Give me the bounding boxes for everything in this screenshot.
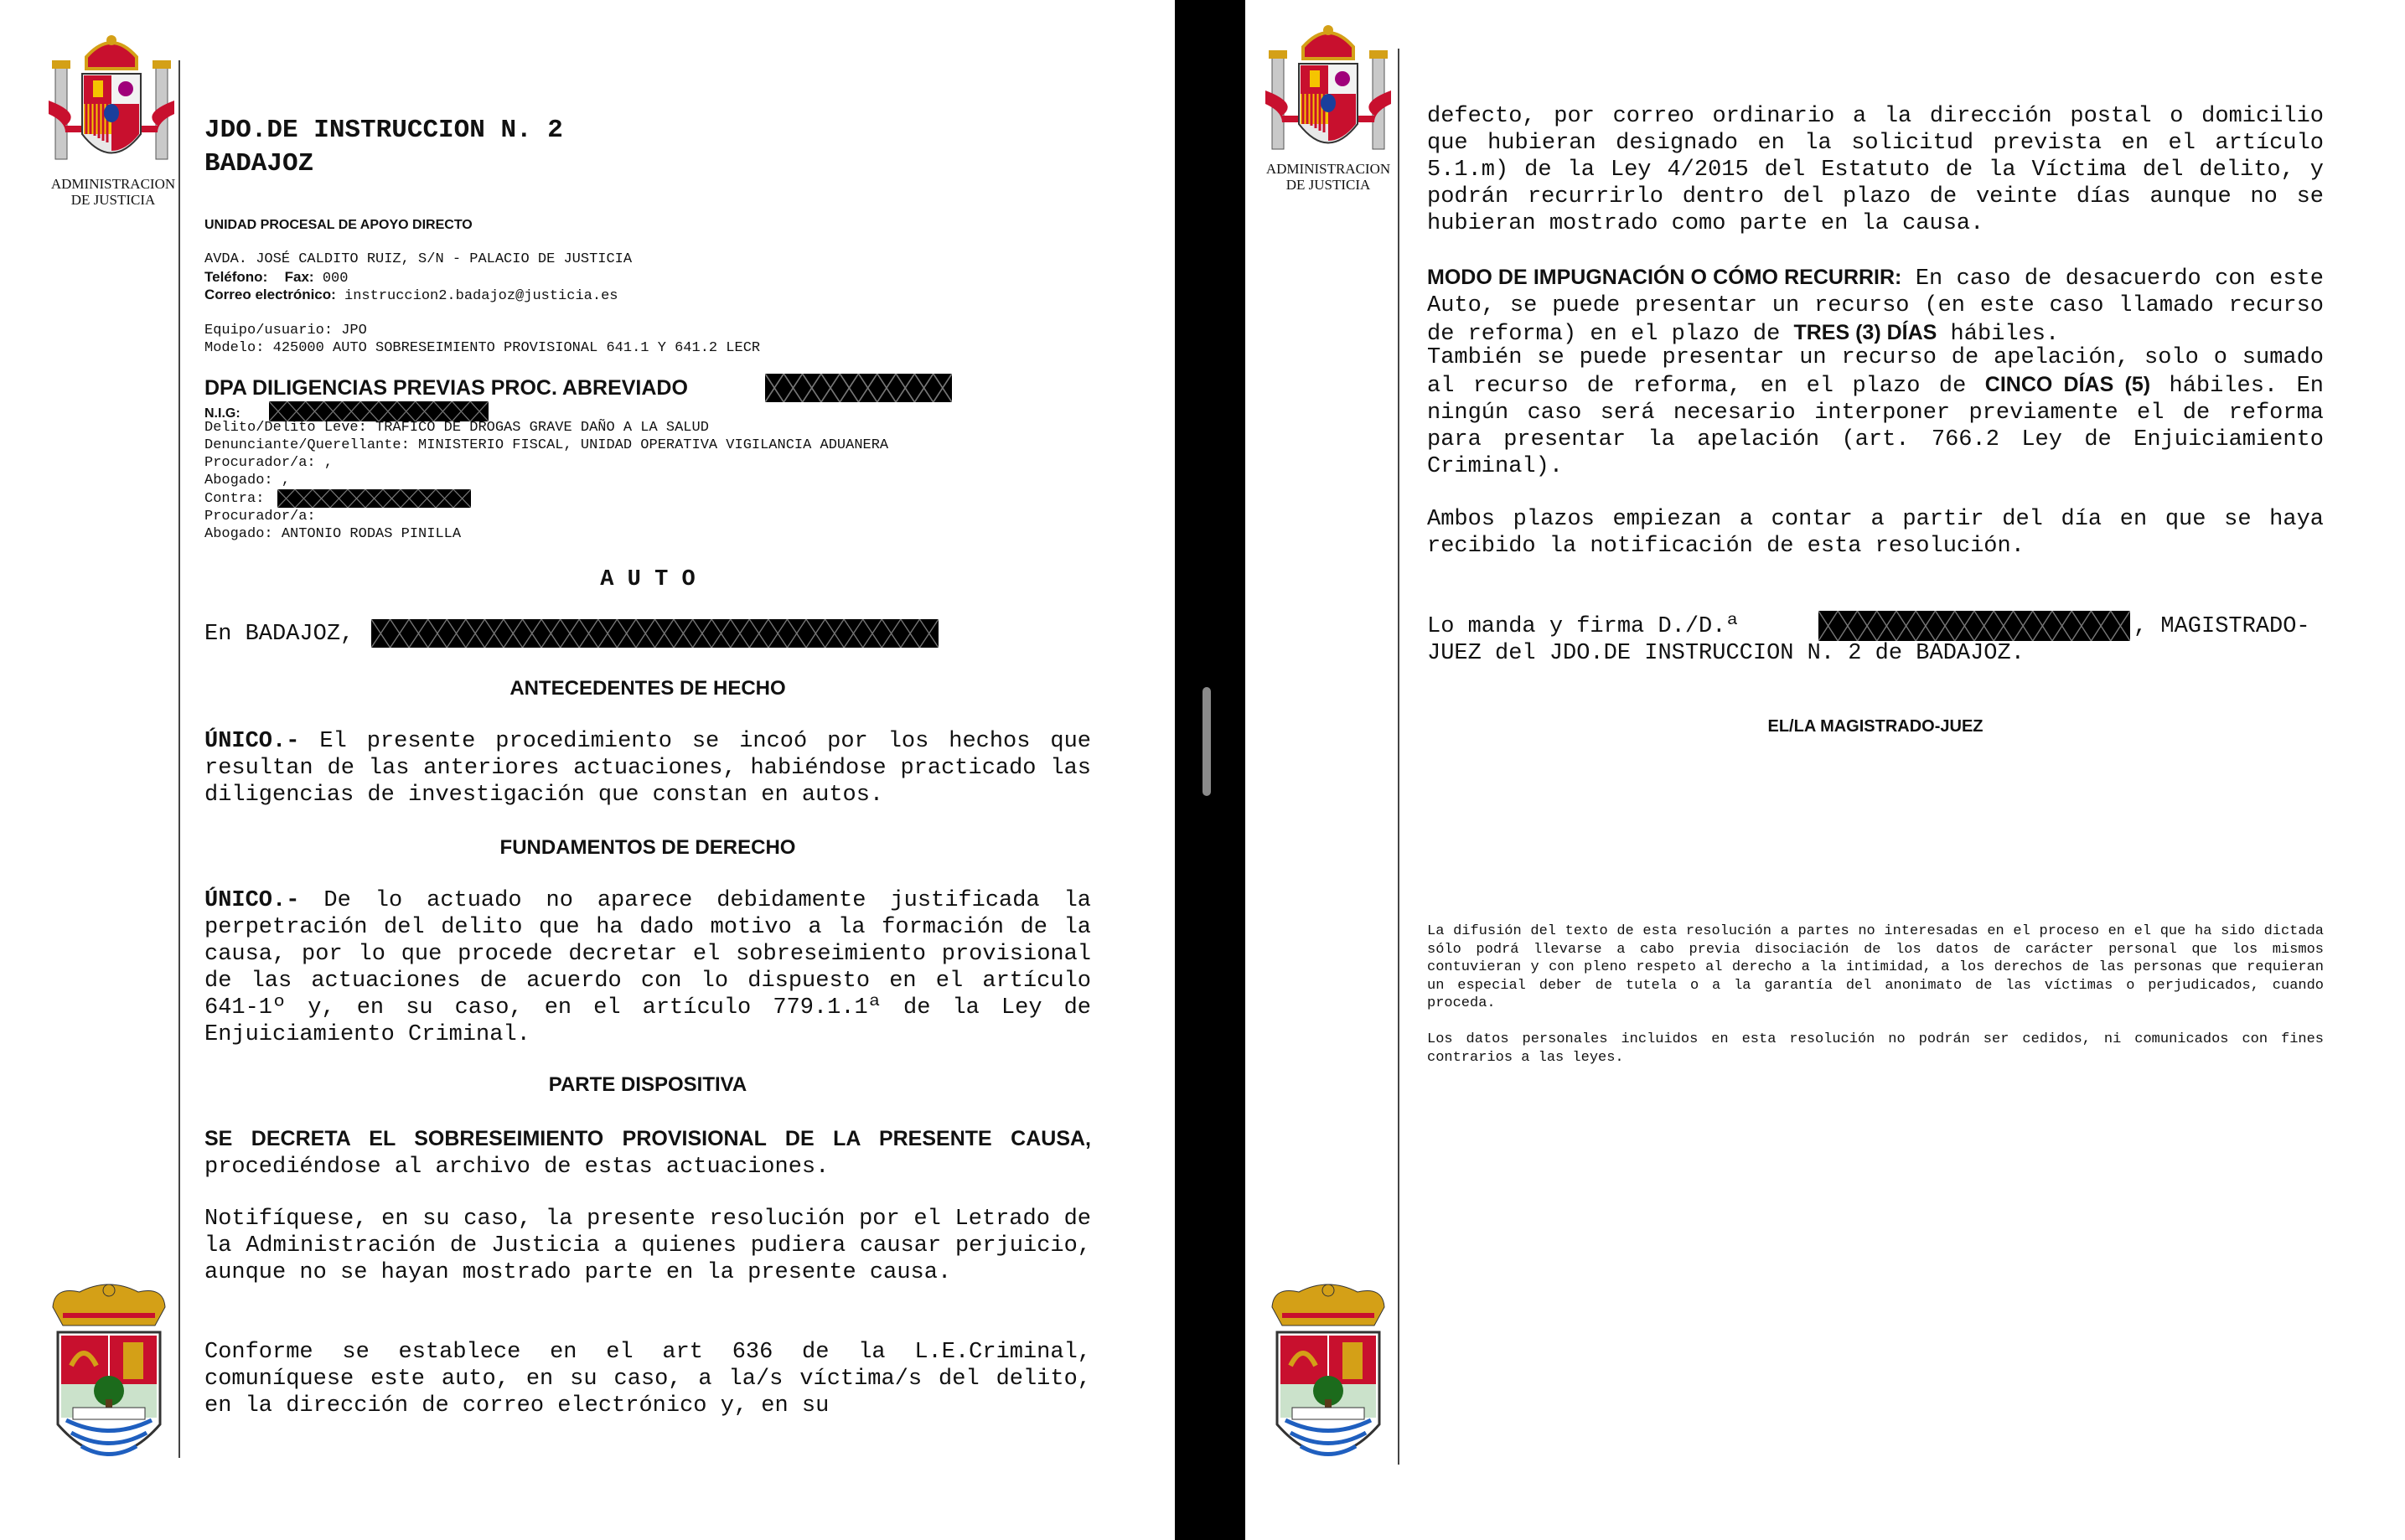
tres-dias: TRES (3) DÍAS [1793, 321, 1937, 344]
redaction-case-number [765, 374, 952, 402]
heading-fundamentos: FUNDAMENTOS DE DERECHO [499, 836, 796, 859]
notifiquese-paragraph: Notifíquese, en su caso, la presente resolución por el Letrado de la Administración de Justicia a quienes pudiera causar perjuicio, aunque no se hayan mostrado parte en la presente causa. [204, 1207, 1091, 1285]
unit-name: UNIDAD PROCESAL DE APOYO DIRECTO [204, 218, 473, 232]
redaction-date [371, 619, 939, 648]
emblem-caption [34, 176, 193, 208]
emblem-caption-line-2: DE JUSTICIA [1285, 177, 1371, 193]
heading-antecedentes: ANTECEDENTES DE HECHO [509, 677, 786, 700]
abogado-1: Abogado: , [204, 473, 291, 488]
heading-parte-dispositiva: PARTE DISPOSITIVA [548, 1073, 747, 1096]
redaction-defendant [277, 489, 471, 508]
complainant-line: Denunciante/Querellante: MINISTERIO FISCAL, UNIDAD OPERATIVA VIGILANCIA ADUANERA [204, 437, 889, 453]
apelacion-paragraph [1427, 344, 2324, 480]
fax-label: Fax: [284, 269, 314, 285]
emblem-caption [1249, 161, 1408, 193]
email-value: instruccion2.badajoz@justicia.es [344, 288, 618, 304]
plazos-paragraph: Ambos plazos empiezan a contar a partir del día en que se haya recibido la notificación de esta resolución. [1427, 507, 2324, 559]
court-city: BADAJOZ [204, 149, 314, 178]
continuation-paragraph: defecto, por correo ordinario a la dirección postal o domicilio que hubieran designado en la solicitud prevista en el artículo 5.1.m) de la Ley 4/2015 del Estatuto de la Víctima del delito, y podrán recurrirlo dentro del plazo de veinte días aunque no se hubieran mostrado como parte en la causa. [1427, 104, 2324, 236]
auto-title: A U T O [600, 567, 696, 592]
model-line: Modelo: 425000 AUTO SOBRESEIMIENTO PROVISIONAL 641.1 Y 641.2 LECR [204, 340, 761, 356]
fundamentos-paragraph [204, 887, 1091, 1048]
emblem-caption-line-1: ADMINISTRACION [1265, 161, 1391, 177]
unico-label-2: ÚNICO.- [204, 888, 300, 913]
case-title: DPA DILIGENCIAS PREVIAS PROC. ABREVIADO [204, 376, 688, 400]
phone-fax-line [204, 268, 348, 287]
phone-label: Teléfono: [204, 269, 268, 285]
extremadura-coat-of-arms-icon [46, 1282, 172, 1479]
emblem-caption-line-2: DE JUSTICIA [70, 192, 156, 208]
antecedentes-text: El presente procedimiento se incoó por los hechos que resultan de las anteriores actuaciones, habiéndose practicado las diligencias de investigación que constan en autos. [204, 729, 1092, 808]
apelacion-text-end: hábiles. En ningún caso será necesario interponer previamente el de reforma para presentar la apelación (art. 766.2 Ley de Enjuiciamiento Criminal). [1427, 374, 2325, 479]
margin-rule [1398, 49, 1399, 1465]
privacy-disclaimer: La difusión del texto de esta resolución a partes no interesadas en el proceso en el que ha sido dictada sólo podrá llevarse a cabo previa disociación de los datos de carácter personal que los mismos contuvieran y con pleno respeto al derecho a la intimidad, a los derechos de las personas que requieran un especial deber de tutela o a la garantía del anonimato de las víctimas o perjudicados, cuando proceda. [1427, 923, 2324, 1011]
unico-label: ÚNICO.- [204, 729, 300, 754]
data-protection-note: Los datos personales incluidos en esta resolución no podrán ser cedidos, ni comunicados con fines contrarios a las leyes. [1427, 1031, 2324, 1066]
spain-coat-of-arms-icon [1265, 23, 1391, 166]
fax-value: 000 [322, 271, 349, 287]
procurador-2: Procurador/a: [204, 509, 316, 525]
modo-text: En caso de desacuerdo con este Auto, se puede presentar un recurso (en este caso llamado recurso de reforma) en el plazo de [1427, 266, 2324, 347]
document-page-2 [1245, 0, 2405, 1540]
apelacion-text: También se puede presentar un recurso de apelación, solo o sumado al recurso de reforma, en el plazo de [1427, 345, 2324, 399]
nig-label: N.I.G: [204, 406, 240, 421]
manda-line-end: , MAGISTRADO- [2133, 614, 2310, 639]
modo-label: MODO DE IMPUGNACIÓN O CÓMO RECURRIR: [1427, 266, 1902, 289]
place-date: En BADAJOZ, [204, 622, 354, 647]
manda-line-2: JUEZ del JDO.DE INSTRUCCION N. 2 de BADAJOZ. [1427, 641, 2025, 666]
court-name: JDO.DE INSTRUCCION N. 2 [204, 116, 563, 145]
conforme-paragraph: Conforme se establece en el art 636 de la L.E.Criminal, comuníquese este auto, en su caso, a la/s víctima/s del delito, en la dirección de correo electrónico y, en su [204, 1340, 1091, 1419]
recurso-paragraph [1427, 264, 2324, 348]
crime-line: Delito/Delito Leve: TRAFICO DE DROGAS GRAVE DAÑO A LA SALUD [204, 420, 709, 436]
manda-line-start: Lo manda y firma D./D.ª [1427, 614, 1740, 639]
decreta-bold: SE DECRETA EL SOBRESEIMIENTO PROVISIONAL DE LA PRESENTE CAUSA, [204, 1127, 1091, 1150]
email-line [204, 286, 618, 305]
viewer-scrollbar[interactable] [1202, 687, 1211, 796]
contra-label: Contra: [204, 491, 265, 507]
team-user: Equipo/usuario: JPO [204, 323, 367, 338]
signature-title: EL/LA MAGISTRADO-JUEZ [1767, 717, 1983, 736]
abogado-2: Abogado: ANTONIO RODAS PINILLA [204, 526, 462, 542]
extremadura-coat-of-arms-icon [1265, 1282, 1391, 1479]
address: AVDA. JOSÉ CALDITO RUIZ, S/N - PALACIO DE JUSTICIA [204, 251, 633, 267]
antecedentes-paragraph [204, 728, 1091, 809]
cinco-dias: CINCO DÍAS (5) [1984, 373, 2151, 396]
email-label: Correo electrónico: [204, 287, 336, 302]
decreta-paragraph [204, 1125, 1091, 1181]
redaction-judge-name [1818, 611, 2130, 641]
procurador-1: Procurador/a: , [204, 455, 334, 471]
decreta-rest: procediéndose al archivo de estas actuaciones. [204, 1155, 830, 1180]
modo-text-end: hábiles. [1950, 322, 2060, 347]
spain-coat-of-arms-icon [49, 34, 174, 176]
document-page-1 [0, 0, 1175, 1540]
margin-rule [178, 60, 180, 1458]
emblem-caption-line-1: ADMINISTRACION [50, 176, 176, 192]
fundamentos-text: De lo actuado no aparece debidamente justificada la perpetración del delito que ha dado motivo a la formación de la causa, por lo que procede decretar el sobreseimiento provisional de las actuaciones de acuerdo con lo dispuesto en el artículo 641-1º y, en su caso, en el artículo 779.1.1ª de la Ley de Enjuiciamiento Criminal. [204, 888, 1092, 1047]
